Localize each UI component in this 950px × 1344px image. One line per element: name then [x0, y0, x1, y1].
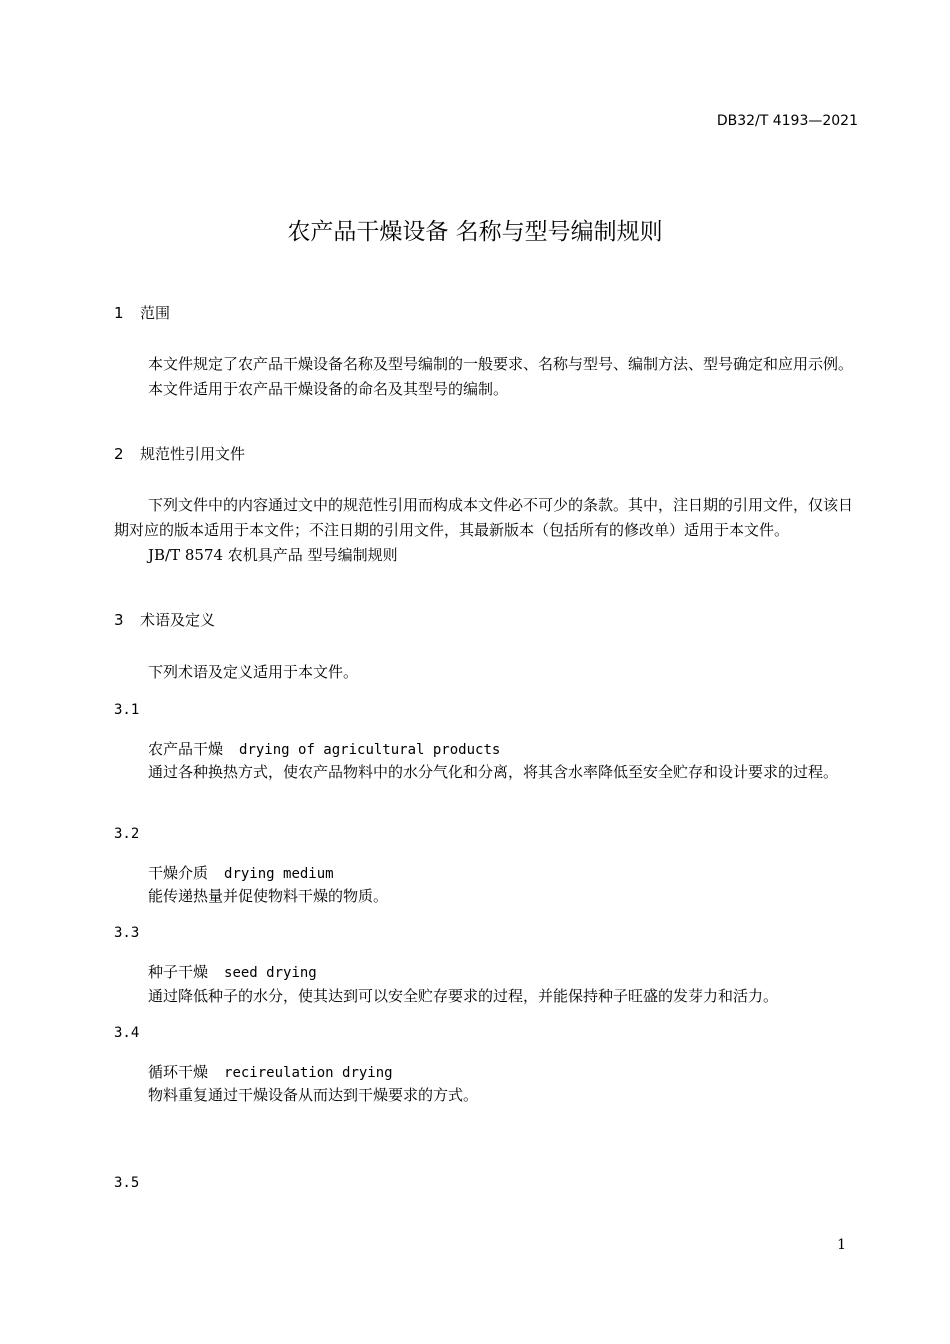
term-definition: 能传递热量并促使物料干燥的物质。	[148, 887, 389, 905]
term-definition-block	[148, 1083, 478, 1108]
term-en: drying of agricultural products	[239, 742, 501, 758]
paragraph: 本文件规定了农产品干燥设备名称及型号编制的一般要求、名称与型号、编制方法、型号确定和应用示例。	[148, 355, 854, 373]
term-definition: 通过降低种子的水分，使其达到可以安全贮存要求的过程，并能保持种子旺盛的发芽力和活力。	[148, 987, 779, 1005]
term-en: recireulation drying	[224, 1065, 393, 1081]
section-number: 3	[114, 611, 124, 629]
term-entry	[148, 738, 500, 759]
paragraph: 本文件适用于农产品干燥设备的命名及其型号的编制。	[148, 380, 509, 398]
section-number: 1	[114, 304, 124, 322]
term-entry	[148, 961, 317, 982]
term-entry	[148, 1061, 393, 1082]
clause-number: 3.1	[114, 702, 140, 718]
section-heading	[114, 302, 170, 323]
section-title: 范围	[140, 304, 171, 322]
page-number: 1	[837, 1237, 846, 1253]
document-code: DB32/T 4193—2021	[716, 113, 858, 129]
term-zh: 循环干燥	[148, 1063, 209, 1081]
paragraph: 下列文件中的内容通过文中的规范性引用而构成本文件必不可少的条款。其中，注日期的引用文件，仅该日期对应的版本适用于本文件；不注日期的引用文件，其最新版本（包括所有的修改单）适用于本文件。	[114, 496, 854, 539]
term-entry	[148, 862, 334, 883]
section-title: 术语及定义	[140, 611, 216, 629]
term-definition: 物料重复通过干燥设备从而达到干燥要求的方式。	[148, 1086, 479, 1104]
term-en: drying medium	[224, 866, 334, 882]
term-definition-block	[148, 984, 778, 1009]
paragraph: 下列术语及定义适用于本文件。	[148, 663, 359, 681]
clause-number: 3.3	[114, 925, 140, 941]
clause-number: 3.5	[114, 1175, 140, 1191]
term-zh: 干燥介质	[148, 864, 209, 882]
section-body	[148, 660, 358, 685]
section-number: 2	[114, 445, 124, 463]
section-heading	[114, 609, 215, 630]
section-body	[114, 352, 862, 402]
normative-reference: JB/T 8574 农机具产品 型号编制规则	[148, 546, 398, 564]
term-definition-block	[148, 884, 388, 909]
term-en: seed drying	[224, 965, 317, 981]
section-body	[114, 493, 862, 568]
term-definition-block	[114, 760, 862, 785]
document-title: 农产品干燥设备 名称与型号编制规则	[287, 219, 663, 245]
section-heading	[114, 443, 245, 464]
term-zh: 农产品干燥	[148, 740, 224, 758]
term-zh: 种子干燥	[148, 963, 209, 981]
term-definition: 通过各种换热方式，使农产品物料中的水分气化和分离，将其含水率降低至安全贮存和设计要求的过程。	[148, 763, 839, 781]
section-title: 规范性引用文件	[140, 445, 246, 463]
clause-number: 3.2	[114, 826, 140, 842]
clause-number: 3.4	[114, 1025, 140, 1041]
